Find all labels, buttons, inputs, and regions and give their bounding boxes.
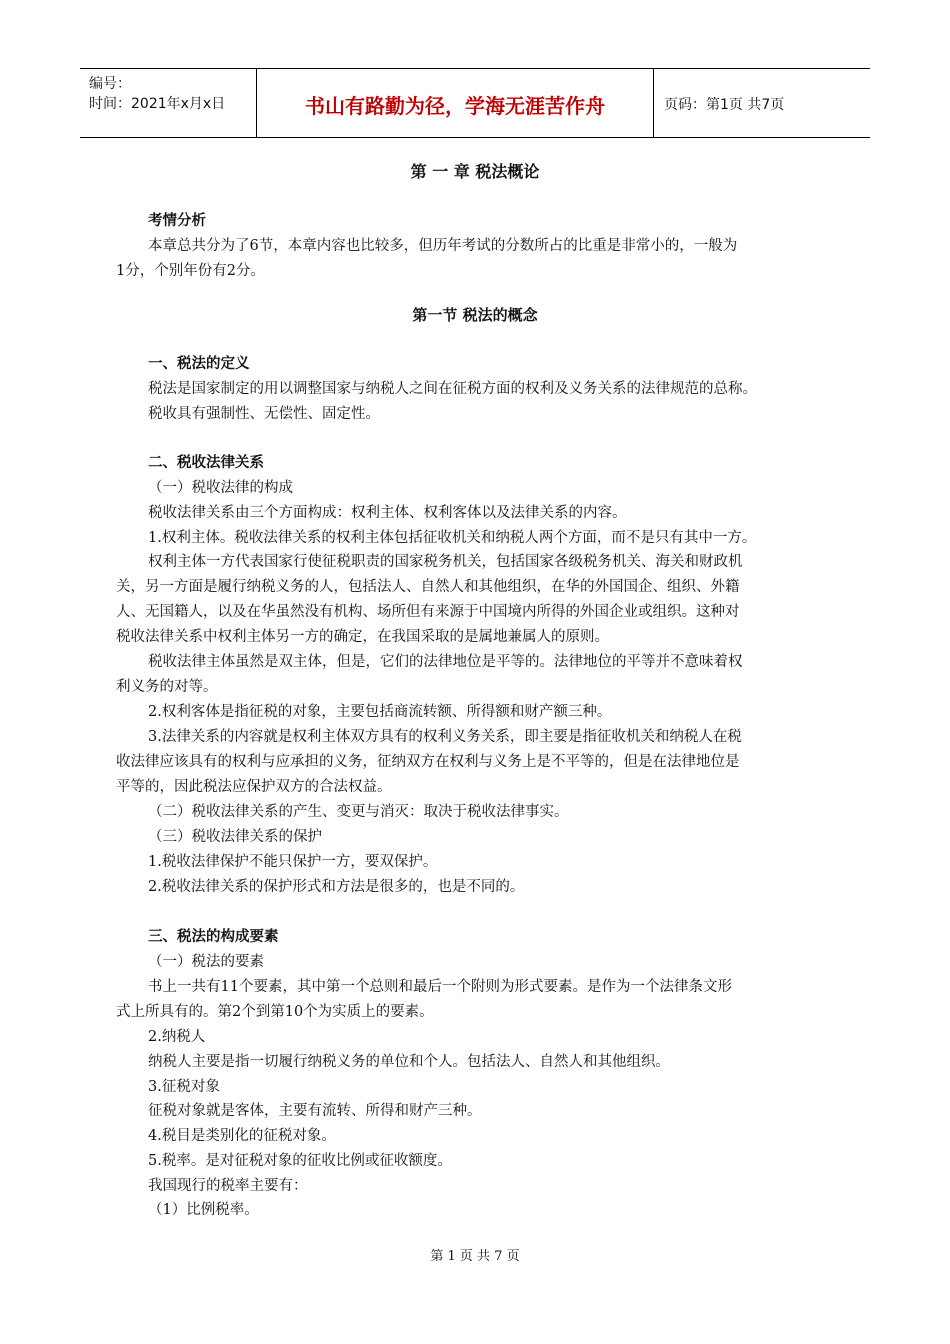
heading-tax-law-elements: 三、税法的构成要素 [148, 929, 279, 945]
paragraph-line: 权利主体一方代表国家行使征税职责的国家税务机关，包括国家各级税务机关、海关和财政机 [148, 554, 743, 570]
paragraph-line: 收法律应该具有的权利与应承担的义务，征纳双方在权利与义务上是不平等的，但是在法律地位是 [116, 754, 740, 770]
paragraph-line: 2.纳税人 [148, 1029, 206, 1045]
paragraph-line: 5.税率。是对征税对象的征收比例或征收额度。 [148, 1153, 452, 1169]
paragraph-line: 1分，个别年份有2分。 [116, 263, 265, 279]
paragraph-line: 2.权利客体是指征税的对象，主要包括商流转额、所得额和财产额三种。 [148, 704, 612, 720]
paragraph-line: 税收法律关系由三个方面构成：权利主体、权利客体以及法律关系的内容。 [148, 505, 627, 521]
header-motto-cell [257, 69, 654, 137]
header-page-cell [654, 69, 870, 137]
subheading: （一）税收法律的构成 [148, 480, 293, 496]
header-table [80, 68, 870, 138]
paragraph-line: 征税对象就是客体，主要有流转、所得和财产三种。 [148, 1103, 482, 1119]
paragraph-line: 1.税收法律保护不能只保护一方，要双保护。 [148, 854, 438, 870]
paragraph-line: 利义务的对等。 [116, 679, 218, 695]
paragraph-line: 平等的，因此税法应保护双方的合法权益。 [116, 779, 392, 795]
paragraph-line: 税法是国家制定的用以调整国家与纳税人之间在征税方面的权利及义务关系的法律规范的总称。 [148, 381, 757, 397]
motto: 书山有路勤为径，学海无涯苦作舟 [305, 94, 605, 118]
paragraph-line: 2.税收法律关系的保护形式和方法是很多的，也是不同的。 [148, 879, 525, 895]
exam-analysis-heading: 考情分析 [148, 213, 206, 229]
subheading: （三）税收法律关系的保护 [148, 829, 322, 845]
heading-tax-legal-relationship: 二、税收法律关系 [148, 455, 264, 471]
paragraph-line: 纳税人主要是指一切履行纳税义务的单位和个人。包括法人、自然人和其他组织。 [148, 1054, 670, 1070]
paragraph-line: 4.税目是类别化的征税对象。 [148, 1128, 336, 1144]
subheading: （一）税法的要素 [148, 954, 264, 970]
paragraph-line: （1）比例税率。 [148, 1202, 259, 1218]
paragraph-line: 书上一共有11个要素，其中第一个总则和最后一个附则为形式要素。是作为一个法律条文形 [148, 979, 732, 995]
serial-label: 编号： [89, 76, 131, 92]
paragraph-line: 3.征税对象 [148, 1079, 220, 1095]
date-label: 时间：2021年x月x日 [89, 96, 226, 112]
paragraph-line: 3.法律关系的内容就是权利主体双方具有的权利义务关系，即主要是指征收机关和纳税人在税 [148, 729, 742, 745]
subheading: （二）税收法律关系的产生、变更与消灭：取决于税收法律事实。 [148, 804, 569, 820]
paragraph-line: 本章总共分为了6节，本章内容也比较多，但历年考试的分数所占的比重是非常小的，一般为 [148, 238, 738, 254]
paragraph-line: 人、无国籍人，以及在华虽然没有机构、场所但有来源于中国境内所得的外国企业或组织。这种对 [116, 604, 740, 620]
paragraph-line: 1.权利主体。税收法律关系的权利主体包括征收机关和纳税人两个方面，而不是只有其中一方。 [148, 530, 757, 546]
header-info-cell [80, 69, 257, 137]
paragraph-line: 税收具有强制性、无偿性、固定性。 [148, 406, 380, 422]
page-indicator: 页码：第1页 共7页 [664, 97, 785, 113]
page-footer: 第 1 页 共 7 页 [430, 1249, 520, 1264]
paragraph-line: 税收法律主体虽然是双主体，但是，它们的法律地位是平等的。法律地位的平等并不意味着权 [148, 654, 743, 670]
heading-tax-law-definition: 一、税法的定义 [148, 356, 250, 372]
paragraph-line: 税收法律关系中权利主体另一方的确定，在我国采取的是属地兼属人的原则。 [116, 629, 609, 645]
paragraph-line: 式上所具有的。第2个到第10个为实质上的要素。 [116, 1004, 434, 1020]
paragraph-line: 关，另一方面是履行纳税义务的人，包括法人、自然人和其他组织，在华的外国国企、组织、外籍 [116, 579, 740, 595]
chapter-title: 第 一 章 税法概论 [410, 162, 540, 181]
paragraph-line: 我国现行的税率主要有： [148, 1178, 308, 1194]
section-title: 第一节 税法的概念 [412, 306, 538, 324]
